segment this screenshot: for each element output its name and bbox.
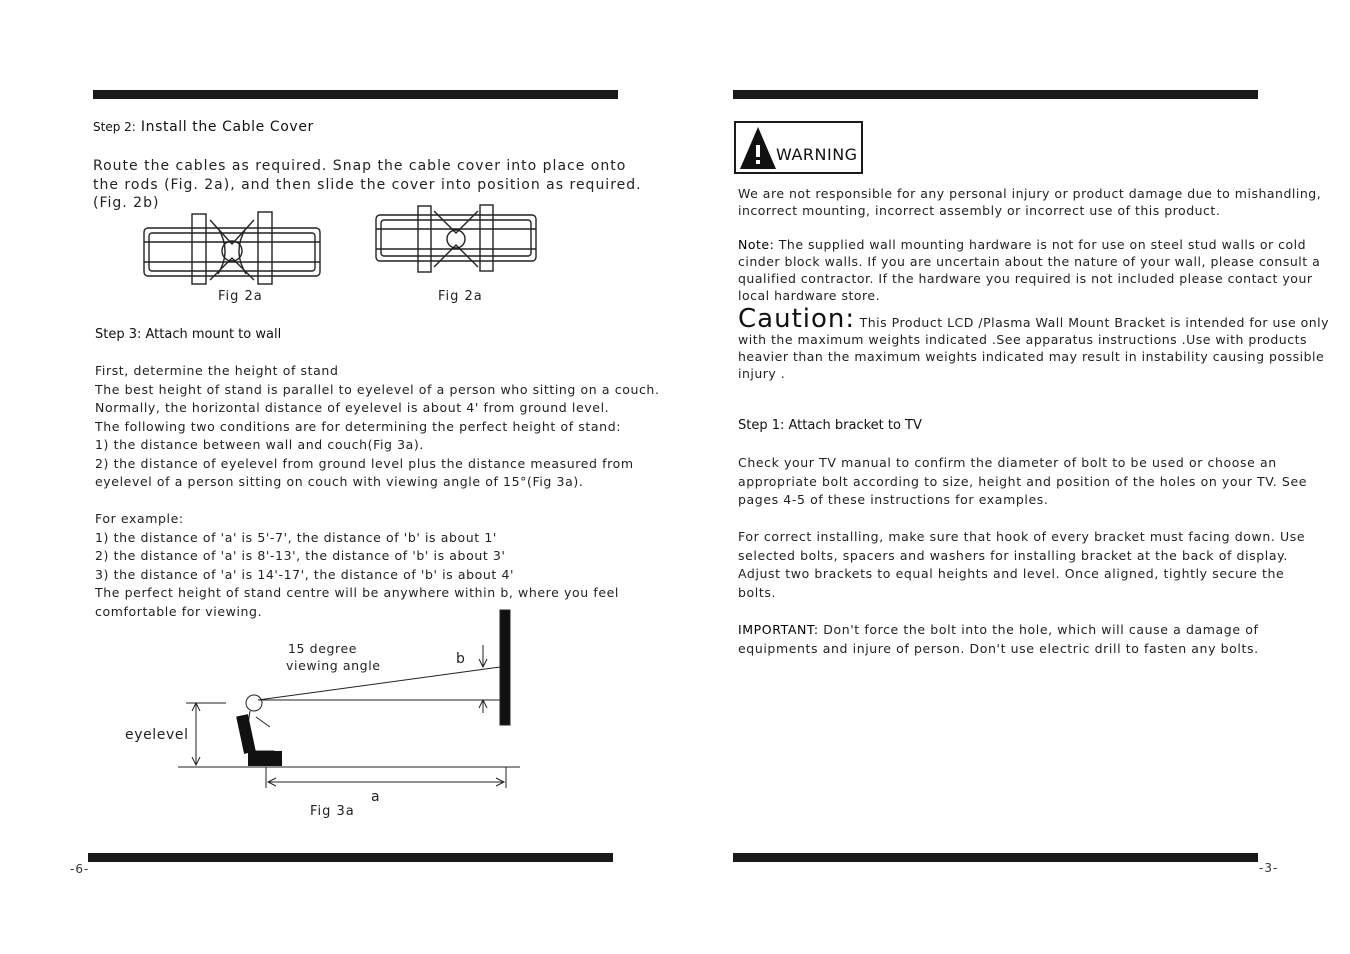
page-number-left: -6- bbox=[70, 862, 90, 876]
step2-body bbox=[93, 157, 642, 213]
step2-title: Install the Cable Cover bbox=[135, 119, 314, 135]
text-line: comfortable for viewing. bbox=[95, 603, 263, 619]
text-line: with the maximum weights indicated .See apparatus instructions .Use with products bbox=[738, 332, 1308, 347]
text-line: Adjust two brackets to equal heights and level. Once aligned, tightly secure the bbox=[738, 566, 1285, 581]
text-line: bolts. bbox=[738, 584, 777, 600]
angle-label-2: viewing angle bbox=[286, 658, 381, 673]
step2-heading bbox=[93, 119, 314, 135]
text-line: For example: bbox=[95, 511, 184, 526]
text-line: equipments and injure of person. Don't use electric drill to fasten any bolts. bbox=[738, 640, 1259, 656]
top-rule-left bbox=[93, 90, 618, 99]
caution-label: Caution: bbox=[738, 304, 856, 334]
couch-back bbox=[236, 714, 256, 754]
important-text bbox=[738, 621, 1259, 658]
text-line: The best height of stand is parallel to eyelevel of a person who sitting on a couch. bbox=[95, 381, 660, 397]
text-line: 2) the distance of eyelevel from ground level plus the distance measured from bbox=[95, 455, 634, 471]
text-line: Route the cables as required. Snap the cable cover into place onto bbox=[93, 158, 627, 174]
important-first-line: Don't force the bolt into the hole, which will cause a damage of bbox=[818, 622, 1259, 637]
a-label: a bbox=[371, 789, 381, 805]
caution-text bbox=[738, 304, 1330, 382]
fig-3a-viewing-angle-diagram bbox=[170, 605, 530, 790]
step1-heading: Step 1: Attach bracket to TV bbox=[738, 418, 922, 433]
top-rule-right bbox=[733, 90, 1258, 99]
important-label: IMPORTANT: bbox=[738, 622, 819, 637]
text-line: First, determine the height of stand bbox=[95, 363, 339, 378]
text-line: 2) the distance of 'a' is 8'-13', the distance of 'b' is about 3' bbox=[95, 548, 506, 563]
step3-heading: Step 3: Attach mount to wall bbox=[95, 327, 282, 342]
fig-2b-caption: Fig 2a bbox=[438, 289, 483, 304]
text-line: Normally, the horizontal distance of eyelevel is about 4' from ground level. bbox=[95, 400, 610, 415]
fig-2b-bracket-drawing bbox=[372, 203, 540, 275]
text-line: 1) the distance between wall and couch(Fig 3a). bbox=[95, 437, 424, 452]
fig-2a-caption: Fig 2a bbox=[218, 289, 263, 304]
text-line: (Fig. 2b) bbox=[93, 195, 160, 211]
b-label: b bbox=[456, 651, 466, 667]
step3-body bbox=[95, 362, 660, 621]
warning-triangle-icon bbox=[738, 125, 780, 171]
person-head bbox=[246, 695, 262, 711]
couch-seat bbox=[248, 751, 282, 766]
text-line: heavier than the maximum weights indicated may result in instability causing possible bbox=[738, 349, 1325, 364]
fig-3a-caption: Fig 3a bbox=[310, 804, 355, 819]
fig-2a-bracket-drawing bbox=[140, 208, 325, 288]
note-first-line: The supplied wall mounting hardware is not for use on steel stud walls or cold bbox=[774, 237, 1307, 252]
page-number-right: -3- bbox=[1259, 861, 1279, 875]
warning-box bbox=[734, 121, 863, 174]
text-line: We are not responsible for any personal injury or product damage due to mishandling, bbox=[738, 186, 1322, 201]
text-line: pages 4-5 of these instructions for examples. bbox=[738, 492, 1049, 507]
step1-para1 bbox=[738, 454, 1307, 510]
text-line: cinder block walls. If you are uncertain about the nature of your wall, please consult a bbox=[738, 254, 1321, 269]
text-line: eyelevel of a person sitting on couch with viewing angle of 15°(Fig 3a). bbox=[95, 474, 584, 489]
step2-label: Step 2: bbox=[93, 120, 136, 134]
wall-tv bbox=[500, 610, 510, 725]
text-line: The perfect height of stand centre will be anywhere within b, where you feel bbox=[95, 585, 619, 600]
bottom-rule-right bbox=[733, 853, 1258, 862]
warning-word: WARNING bbox=[776, 145, 858, 164]
text-line: the rods (Fig. 2a), and then slide the cover into position as required. bbox=[93, 176, 642, 193]
text-line: local hardware store. bbox=[738, 288, 881, 303]
text-line: selected bolts, spacers and washers for installing bracket at the back of display. bbox=[738, 547, 1288, 563]
text-line: 3) the distance of 'a' is 14'-17', the distance of 'b' is about 4' bbox=[95, 566, 515, 582]
text-line bbox=[95, 492, 660, 511]
text-line: For correct installing, make sure that hook of every bracket must facing down. Use bbox=[738, 529, 1306, 544]
text-line: qualified contractor. If the hardware you required is not included please contact your bbox=[738, 271, 1313, 286]
step1-para2 bbox=[738, 528, 1305, 602]
eyelevel-label: eyelevel bbox=[125, 727, 189, 743]
text-line: The following two conditions are for determining the perfect height of stand: bbox=[95, 418, 622, 434]
note-text bbox=[738, 236, 1320, 304]
text-line: Check your TV manual to confirm the diameter of bolt to be used or choose an bbox=[738, 455, 1277, 470]
angle-label-1: 15 degree bbox=[288, 641, 358, 656]
bottom-rule-left bbox=[88, 853, 613, 862]
text-line: incorrect mounting, incorrect assembly or incorrect use of this product. bbox=[738, 203, 1221, 218]
text-line: 1) the distance of 'a' is 5'-7', the distance of 'b' is about 1' bbox=[95, 529, 497, 545]
caution-first-line: This Product LCD /Plasma Wall Mount Bracket is intended for use only bbox=[855, 315, 1330, 330]
text-line: injury . bbox=[738, 366, 786, 381]
note-label: Note: bbox=[738, 237, 775, 252]
warning-text bbox=[738, 185, 1321, 219]
text-line: appropriate bolt according to size, height and position of the holes on your TV. See bbox=[738, 473, 1308, 489]
